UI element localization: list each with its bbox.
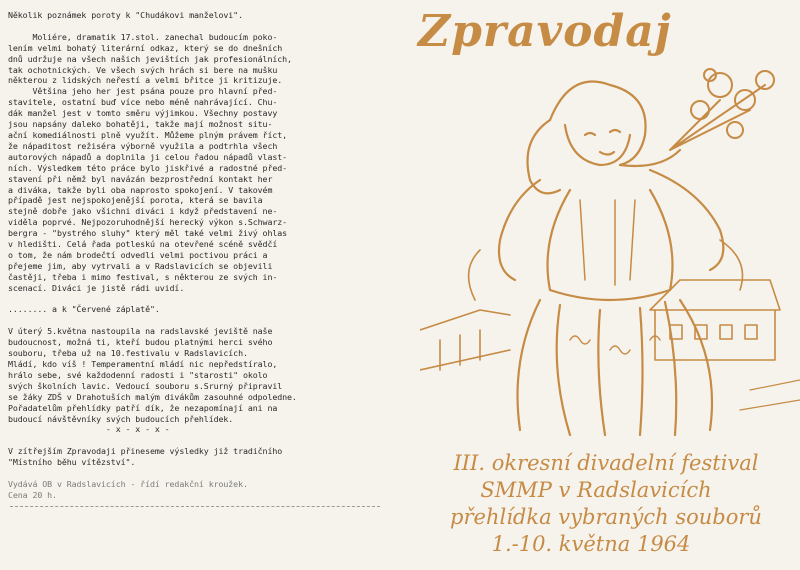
cover-panel [390,0,800,570]
article-line: Vydává OB v Radslavicích - řídí redakční kroužek. [8,478,248,489]
article-line: ační komediálnosti plně využít. Můžeme plným právem říct, [8,129,288,140]
flower-bouquet-illustration [670,69,774,150]
article-line: lením velmi bohatý literární odkaz, který se do dnešních [8,42,283,53]
footer-divider [10,506,380,507]
article-line: dák manžel jest v tomto směru výjimkou. Všechny postavy [8,108,278,119]
article-line: Cena 20 h. [8,489,57,500]
article-line [8,21,390,32]
article-line: budoucí návštěvníky svých budoucích přehlídek. [8,413,234,424]
article-line: ........ a k "Červené záplatě". [8,304,160,315]
article-line: hrálo sebe, své každodenní radosti i "starosti" okolo [8,369,268,380]
article-line: Většina jeho her jest psána pouze pro hlavní před- [8,86,278,97]
article-line: ních. Výsledkem této práce bylo jiskřivé a radostné před- [8,162,288,173]
article-line: Mládí, kdo víš ! Temperamentní mládí nic nepředstíralo, [8,359,278,369]
article-line [8,294,390,305]
article-line: dnů udržuje na všech našich jevištích jak profesionálních, [8,53,292,64]
article-line [8,435,390,446]
article-column [8,10,390,550]
article-line: svých školních lavic. Vedoucí souboru s.Srurný připravil [8,380,283,391]
article-line: autorových nápadů a doplnila ji celou řadou nápadů vlast- [8,151,288,162]
article-line: stavení při němž byl navázán bezprostřední kontakt her [8,173,273,184]
article-line: Několik poznámek poroty k "Chudákovi manželovi". [8,10,243,20]
article-line: souboru, třeba už na 10.festivalu v Radslavicích. [8,348,248,359]
article-line: častěji, třeba i mimo festival, s některou ze svých in- [8,271,278,282]
festival-line-3: přehlídka vybraných souborů [450,505,762,529]
festival-line-4: 1.-10. května 1964 [491,532,691,556]
festival-line-2: SMMP v Radslavicích [480,478,712,502]
masthead-title: Zpravodaj [418,6,672,57]
article-line: scenací. Diváci je jistě rádi uvidí. [8,282,185,293]
article-line: o tom, že nám brodečtí odvedli velmi poctivou práci a [8,249,268,260]
article-line: stejně dobře jako všichni diváci i když představení ne- [8,206,278,217]
article-line: Moliére, dramatik 17.stol. zanechal budoucím poko- [8,31,278,42]
article-line: bergra - "bystrého sluhy" který měl také velmi živý ohlas [8,228,288,239]
article-line [8,315,390,326]
article-line: přejeme jim, aby vytrvali a v Radslavicích se objevili [8,260,273,271]
festival-announcement [412,450,800,558]
article-line: se žáky ZDŠ v Drahotuších malým divákům zasouhné odpoledne. [8,391,297,402]
article-line: "Místního běhu vítězství". [8,457,136,468]
article-line: v hledišti. Celá řada potleskú na otevřené scéně svědčí [8,239,278,250]
article-line: - x - x - x - [8,424,170,435]
article-line: V zítřejším Zpravodaji přineseme výsledky již tradičního [8,446,283,457]
article-line: tak ochotnických. Ve všech svých hrách si bere na mušku [8,64,278,75]
article-line [8,468,390,479]
article-line: Pořadatelům přehlídky patří dík, že nezapomínají ani na [8,402,278,413]
article-line: některou z lidských neřestí a velmi břitce ji kritizuje. [8,75,283,86]
article-line: že nápaditost režisérа výborně využila a podtrhla všech [8,140,278,151]
article-line: budoucnost, možná ti, kteří budou platnými herci svého [8,337,273,348]
article-line: a diváka, takže byli oba naprosto spokojení. V takovém [8,184,273,195]
folk-dancer-illustration [420,40,800,440]
article-line: viděla poprvé. Nejpozoruhodnější herecký výkon s.Schwarz- [8,217,288,228]
festival-line-1: III. okresní divadelní festival [453,451,759,475]
article-line: V úterý 5.května nastoupila na radslavské jeviště naše [8,326,273,337]
article-line: jsou napsány daleko bohatěji, takže mají možnost situ- [8,119,273,130]
article-line: stavitele, ostatní buď více nebo méně nahrávající. Chu- [8,97,278,108]
article-line: případě jest nejspokojenější porota, která se bavila [8,195,263,206]
